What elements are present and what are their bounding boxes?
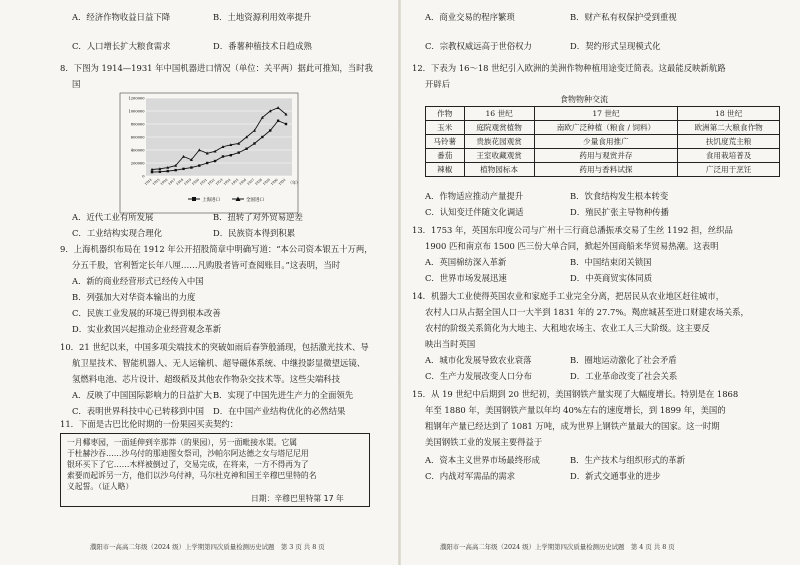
quote-line-4: 索要而起诉另一方，他们以沙乌付神，马尔杜克神和国王辛穆巴里特的名 xyxy=(67,471,317,480)
x-tick-label: 1920 xyxy=(191,177,200,186)
x-tick-label: 1924 xyxy=(222,177,232,186)
table-header-row xyxy=(426,107,780,121)
data-point-series-1 xyxy=(245,148,247,150)
x-tick-label: 1930 xyxy=(269,177,279,186)
data-point-series-1 xyxy=(182,168,184,170)
q11-option-a[interactable]: A．商业交易的程序繁琐 xyxy=(425,12,515,22)
table-cell: 贵族花园观赏 xyxy=(464,135,534,149)
table-cell: 药用与观赏并存 xyxy=(534,149,678,163)
q10-stem-line-3: 氢燃料电池、芯片设计、超级稻及其他农作物杂交技术等。这些尖端科技 xyxy=(72,374,340,384)
table-cell: 广泛用于烹饪 xyxy=(678,163,780,177)
table-cell: 食用栽培普及 xyxy=(678,149,780,163)
right-page xyxy=(400,0,800,565)
q9-option-c[interactable]: C．民族工业发展的环境已得到根本改善 xyxy=(72,308,221,318)
q15-option-b[interactable]: B．生产技术与组织形式的革新 xyxy=(570,455,686,465)
y-tick-label: 600000 xyxy=(130,135,145,140)
q7-option-d[interactable]: D．番薯种植技术日趋成熟 xyxy=(213,41,312,51)
x-tick-label: 1922 xyxy=(206,177,216,186)
q8-option-c[interactable]: C．工业结构实现合理化 xyxy=(72,228,163,238)
data-point-series-1 xyxy=(277,120,279,122)
left-footer: 濮阳市一高高二年级（2024 级）上学期第四次质量检测历史试题 第 3 页 共 8 页 xyxy=(90,543,325,551)
table-cell: 辣椒 xyxy=(426,163,465,177)
q13-option-d[interactable]: D．中英商贸实体同质 xyxy=(570,273,653,283)
table-cell: 玉米 xyxy=(426,121,465,135)
q10-option-d[interactable]: D．在中国产业结构优化的必然结果 xyxy=(213,406,346,416)
table-cell: 南欧广泛种植（粮食 / 饲料） xyxy=(534,121,678,135)
q12-option-c[interactable]: C．认知变迁伴随文化调适 xyxy=(425,207,524,217)
table-header: 作物 xyxy=(426,107,465,121)
q15-stem-line-2: 年至 1880 年，美国钢铁产量以年均 40%左右的速度增长，到 1899 年，美国的 xyxy=(425,405,726,415)
q11-option-c[interactable]: C．宗教权威远高于世俗权力 xyxy=(425,41,532,51)
table-header: 18 世纪 xyxy=(678,107,780,121)
data-point-series-1 xyxy=(261,136,263,138)
q14-option-d[interactable]: D．工业革命改变了社会关系 xyxy=(570,371,678,381)
y-tick-label: 1200000 xyxy=(128,96,145,101)
x-axis-label: （年） xyxy=(288,180,300,185)
data-point-series-1 xyxy=(159,171,161,173)
x-tick-label: 1914 xyxy=(143,177,153,186)
machine-import-chart xyxy=(120,93,298,213)
table-row xyxy=(426,121,780,135)
x-tick-label: 1921 xyxy=(199,177,208,186)
contract-quote-box xyxy=(60,433,370,507)
table-cell: 番茄 xyxy=(426,149,465,163)
table-row xyxy=(426,135,780,149)
x-tick-label: 1918 xyxy=(175,177,185,186)
x-tick-label: 1931 xyxy=(277,177,287,186)
x-tick-label: 1919 xyxy=(183,177,193,186)
q10-stem-line-1: 10．21 世纪以来，中国多项尖端技术的突破如雨后春笋般涌现，包括激光技术、导 xyxy=(60,342,369,352)
x-tick-label: 1923 xyxy=(214,177,224,186)
data-point-series-1 xyxy=(190,166,192,168)
q11-stem: 11．下面是古巴比伦时期的一份果园买卖契约： xyxy=(60,419,239,429)
q9-option-b[interactable]: B．列强加大对华资本输出的力度 xyxy=(72,292,196,302)
q13-stem-line-1: 13．1753 年，英国东印度公司与广州十三行商总潘振承交易了生丝 1192 担，丝织品 xyxy=(412,225,733,235)
x-tick-label: 1915 xyxy=(151,177,161,186)
data-point-series-1 xyxy=(151,171,153,173)
table-cell: 扶饥度荒主粮 xyxy=(678,135,780,149)
legend-label-series-1: 上海进口 xyxy=(202,198,220,203)
data-point-series-1 xyxy=(269,129,271,131)
y-tick-label: 0 xyxy=(142,174,145,179)
table-cell: 药用与香料试探 xyxy=(534,163,678,177)
q10-option-a[interactable]: A．反映了中国国际影响力的日益扩大 xyxy=(72,390,213,400)
q15-option-c[interactable]: C．内战对军需品的需求 xyxy=(425,471,516,481)
q10-option-b[interactable]: B．实现了中国先进生产力的全面领先 xyxy=(213,390,354,400)
legend-label-series-2: 全国进口 xyxy=(246,198,264,203)
q11-option-d[interactable]: D．契约形式呈现模式化 xyxy=(570,41,661,51)
data-point-series-1 xyxy=(198,164,200,166)
q14-stem-line-4: 映出当时英国 xyxy=(425,339,476,349)
q9-option-d[interactable]: D．实业救国兴起推动企业经营观念革新 xyxy=(72,324,222,334)
q13-option-a[interactable]: A．英国棉纺深入革新 xyxy=(425,257,507,267)
q9-stem-line-1: 9．上海机器织布局在 1912 年公开招股简章中明确写道：“本公司资本银五十万两， xyxy=(60,244,373,254)
data-point-series-1 xyxy=(285,123,287,125)
legend-marker-series-1 xyxy=(192,197,196,201)
quote-line-1: 一月椰枣园，一面延伸到辛那莽（的果园），另一面毗接水渠。它属 xyxy=(67,438,298,447)
q9-stem-line-2: 分五千股，官利暂定长年八厘……凡购股者皆可查阅账目。”这表明，当时 xyxy=(72,260,341,270)
q8-option-d[interactable]: D．民族资本得到积累 xyxy=(213,228,296,238)
q14-stem-line-2: 农村人口从占据全国人口一大半到 1831 年的 27.7%。羯庶城甚至进口财建农场关系， xyxy=(425,307,749,317)
q15-option-a[interactable]: A．资本主义世界市场最终形成 xyxy=(425,455,540,465)
q13-stem-line-2: 1900 匹和南京布 1500 匹三份大单合同，掀起外国商船来华贸易热潮。这表明 xyxy=(425,241,719,251)
q15-stem-line-3: 粗钢年产量已经达到了 1081 万吨，成为世界上钢铁产量最大的国家。这一时期 xyxy=(425,421,720,431)
y-tick-label: 200000 xyxy=(130,161,145,166)
crop-exchange-table xyxy=(425,106,780,177)
q12-table-title: 食物物种交流 xyxy=(560,95,608,104)
q9-option-a[interactable]: A．新的商业经营形式已经传入中国 xyxy=(72,276,204,286)
q7-option-b[interactable]: B．土地资源利用效率提升 xyxy=(213,12,312,22)
q8-stem-line-2: 国 xyxy=(72,79,81,89)
table-cell: 少量食用推广 xyxy=(534,135,678,149)
quote-line-5: 义起誓。（证人略） xyxy=(67,482,134,491)
quote-date: 日期：辛穆巴里特第 17 年 xyxy=(251,494,344,503)
q15-option-d[interactable]: D．新式交通事业的进步 xyxy=(570,471,661,481)
data-point-series-1 xyxy=(230,154,232,156)
q14-option-b[interactable]: B．圈地运动激化了社会矛盾 xyxy=(570,355,677,365)
q12-stem-line-1: 12．下表为 16～18 世纪引入欧洲的美洲作物种植用途变迁简表。这最能反映新航路 xyxy=(412,63,726,73)
q14-option-a[interactable]: A．城市化发展导致农业衰落 xyxy=(425,355,532,365)
data-point-series-1 xyxy=(238,151,240,153)
q8-option-b[interactable]: B．扭转了对外贸易逆差 xyxy=(213,212,303,222)
table-row xyxy=(426,163,780,177)
data-point-series-1 xyxy=(214,160,216,162)
y-tick-label: 800000 xyxy=(130,122,145,127)
x-tick-label: 1927 xyxy=(246,177,256,186)
y-tick-label: 400000 xyxy=(130,148,145,153)
q13-option-c[interactable]: C．世界市场发展迅速 xyxy=(425,273,507,283)
q7-option-a[interactable]: A．经济作物收益日益下降 xyxy=(72,12,171,22)
x-tick-label: 1928 xyxy=(254,177,263,186)
x-tick-label: 1916 xyxy=(159,177,169,186)
q12-option-a[interactable]: A．作物适应推动产量提升 xyxy=(425,191,524,201)
q14-stem-line-1: 14．机器大工业使得英国农业和家庭手工业完全分离，把居民从农业地区赶往城市， xyxy=(412,291,725,301)
x-tick-label: 1925 xyxy=(230,177,240,186)
q8-option-a[interactable]: A．近代工业有所发展 xyxy=(72,212,154,222)
table-cell: 庭院观赏植物 xyxy=(464,121,534,135)
q14-option-c[interactable]: C．生产力发展改变人口分布 xyxy=(425,371,532,381)
data-point-series-1 xyxy=(174,169,176,171)
q14-stem-line-3: 农村的阶级关系简化为大地主、大租地农场主、农业工人三大阶级。这主要反 xyxy=(425,323,710,333)
quote-line-2: 于杜赫沙吞……沙乌付的那迪图女祭司，沙帕尔阿达德之女与塔尼尼用 xyxy=(67,449,309,458)
q13-option-b[interactable]: B．中国结束闭关锁国 xyxy=(570,257,652,267)
quote-line-3: 银环买下了它……木样被倒过了，交易完成，在将来，一方不得再为了 xyxy=(67,460,309,469)
x-tick-label: 1926 xyxy=(238,177,248,186)
x-tick-label: 1917 xyxy=(167,177,177,186)
q12-option-d[interactable]: D．殖民扩张主导物种传播 xyxy=(570,207,669,217)
table-header: 16 世纪 xyxy=(464,107,534,121)
y-tick-label: 1000000 xyxy=(128,109,145,114)
data-point-series-1 xyxy=(167,170,169,172)
x-tick-label: 1929 xyxy=(262,177,271,186)
table-row xyxy=(426,149,780,163)
right-footer: 濮阳市一高高二年级（2024 级）上学期第四次质量检测历史试题 第 4 页 共 8 页 xyxy=(440,543,675,551)
q10-option-c[interactable]: C．表明世界科技中心已转移到中国 xyxy=(72,406,205,416)
table-cell: 植物园标本 xyxy=(464,163,534,177)
data-point-series-1 xyxy=(206,162,208,164)
q12-stem-line-2: 开辟后 xyxy=(425,79,451,89)
table-header: 17 世纪 xyxy=(534,107,678,121)
table-cell: 马铃薯 xyxy=(426,135,465,149)
data-point-series-1 xyxy=(222,155,224,157)
data-point-series-1 xyxy=(253,142,255,144)
table-cell: 王室收藏观赏 xyxy=(464,149,534,163)
q11-option-b[interactable]: B．财产私有权保护受到重视 xyxy=(570,12,677,22)
q7-option-c[interactable]: C．人口增长扩大粮食需求 xyxy=(72,41,171,51)
q15-stem-line-1: 15．从 19 世纪中后期到 20 世纪初，美国钢铁产量实现了大幅度增长。特别是在 1868 xyxy=(412,389,739,399)
q10-stem-line-2: 航卫星技术、智能机器人、无人运输机、超导磁体系统、中继投影显微望远镜、 xyxy=(72,358,366,368)
table-cell: 欧洲第二大粮食作物 xyxy=(678,121,780,135)
q8-stem-line-1: 8．下图为 1914—1931 年中国机器进口情况（单位：关平两）据此可推知，当时我 xyxy=(60,63,373,73)
q12-option-b[interactable]: B．饮食结构发生根本转变 xyxy=(570,191,669,201)
q15-stem-line-4: 美国钢铁工业的发展主要得益于 xyxy=(425,437,543,447)
